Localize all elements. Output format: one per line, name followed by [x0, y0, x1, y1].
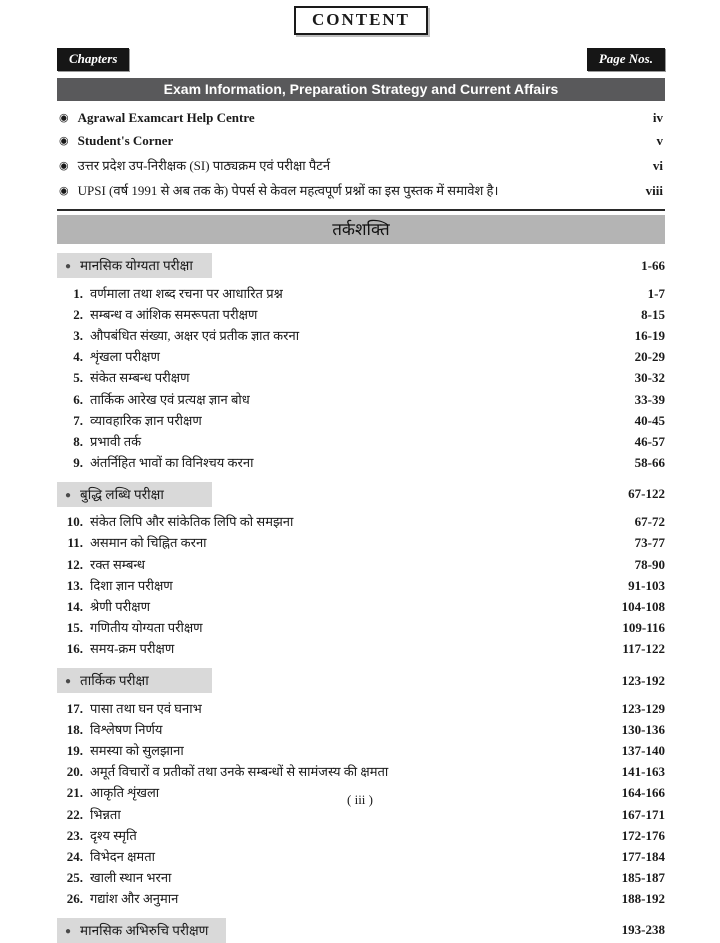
table-header [57, 48, 665, 71]
chapter-title: विश्लेषण निर्णय [90, 721, 163, 737]
chapter-number: 21. [66, 785, 83, 801]
chapter-title: सम्बन्ध व आंशिक समरूपता परीक्षण [90, 306, 258, 322]
chapter-number: 14. [66, 599, 83, 615]
chapter-title: समय-क्रम परीक्षण [90, 641, 175, 657]
section-page-range: 1-66 [641, 257, 665, 273]
section-title: बुद्धि लब्धि परीक्षा [80, 486, 164, 502]
chapter-number: 20. [66, 764, 83, 780]
chapter-number: 8. [73, 433, 83, 449]
table-row [57, 324, 665, 345]
chapter-page-range: 164-166 [621, 785, 665, 801]
target-bullet-icon: ◉ [59, 111, 69, 124]
chapter-title: विभेदन क्षमता [90, 848, 155, 864]
chapter-number: 19. [66, 742, 83, 758]
chapter-number: 3. [73, 327, 83, 343]
section-title-chip [57, 253, 212, 278]
section-title: मानसिक अभिरुचि परीक्षण [80, 922, 209, 938]
chapter-title: दिशा ज्ञान परीक्षण [90, 577, 173, 593]
chapter-number: 11. [67, 535, 83, 551]
chapter-title: खाली स्थान भरना [90, 870, 172, 886]
chapter-title: प्रभावी तर्क [90, 433, 142, 449]
chapter-page-range: 172-176 [621, 827, 665, 843]
chapter-number: 18. [66, 721, 83, 737]
chapter-number: 13. [66, 577, 83, 593]
table-row [57, 553, 665, 574]
table-row [57, 888, 665, 909]
table-row [57, 595, 665, 616]
list-item [57, 106, 665, 129]
chapter-title: असमान को चिह्नित करना [90, 535, 207, 551]
section-title-chip [57, 482, 212, 507]
chapter-page-range: 8-15 [641, 306, 665, 322]
chapter-title: व्यावहारिक ज्ञान परीक्षण [90, 412, 202, 428]
chapter-page-range: 104-108 [621, 599, 665, 615]
chapter-list [57, 282, 665, 473]
table-row [57, 303, 665, 324]
list-item-label: Agrawal Examcart Help Centre [77, 109, 255, 125]
section-header [57, 918, 665, 943]
table-row [57, 346, 665, 367]
table-row [57, 574, 665, 595]
chapter-number: 1. [73, 285, 83, 301]
page-nos-column-header: Page Nos. [587, 48, 665, 71]
chapter-title: गणितीय योग्यता परीक्षण [90, 620, 203, 636]
section-header [57, 482, 665, 507]
table-row [57, 761, 665, 782]
chapter-number: 6. [73, 391, 83, 407]
table-row [57, 867, 665, 888]
table-row [57, 697, 665, 718]
chapter-page-range: 130-136 [621, 721, 665, 737]
chapter-number: 23. [66, 827, 83, 843]
chapter-page-range: 78-90 [634, 556, 665, 572]
intro-list [57, 106, 665, 202]
page-number: vi [652, 157, 663, 173]
section-header [57, 668, 665, 693]
chapter-page-range: 67-72 [634, 514, 665, 530]
table-row [57, 718, 665, 739]
table-row [57, 739, 665, 760]
table-row [57, 367, 665, 388]
section-title-chip [57, 918, 226, 943]
table-row [57, 388, 665, 409]
chapter-page-range: 58-66 [634, 455, 665, 471]
chapter-title: वर्णमाला तथा शब्द रचना पर आधारित प्रश्न [90, 285, 283, 301]
chapter-number: 25. [66, 870, 83, 886]
chapter-title: संकेत सम्बन्ध परीक्षण [90, 370, 190, 386]
chapter-page-range: 40-45 [634, 412, 665, 428]
page-title-wrap [57, 5, 665, 35]
chapter-page-range: 20-29 [634, 349, 665, 365]
circle-bullet-icon: ● [65, 489, 72, 501]
chapter-page-range: 91-103 [628, 577, 665, 593]
table-row [57, 824, 665, 845]
list-item-label: Student's Corner [77, 132, 174, 148]
chapter-number: 4. [73, 349, 83, 365]
target-bullet-icon: ◉ [59, 159, 69, 172]
chapter-page-range: 117-122 [622, 641, 665, 657]
chapter-number: 9. [73, 455, 83, 471]
chapter-page-range: 1-7 [647, 285, 665, 301]
page-number: v [656, 132, 663, 148]
page-title: CONTENT [294, 6, 428, 35]
chapter-page-range: 185-187 [621, 870, 665, 886]
chapter-title: शृंखला परीक्षण [90, 349, 160, 365]
chapter-page-range: 137-140 [621, 742, 665, 758]
chapter-page-range: 123-129 [621, 700, 665, 716]
section-page-range: 123-192 [621, 672, 665, 688]
list-item-label: UPSI (वर्ष 1991 से अब तक के) पेपर्स से केवल महत्वपूर्ण प्रश्नों का इस पुस्तक में समावेश है। [77, 182, 499, 198]
section-title: तार्किक परीक्षा [80, 673, 149, 688]
chapter-title: गद्यांश और अनुमान [90, 891, 179, 907]
chapter-page-range: 141-163 [621, 764, 665, 780]
section-header [57, 253, 665, 278]
chapter-title: आकृति शृंखला [90, 785, 160, 801]
list-item-label: उत्तर प्रदेश उप-निरीक्षक (SI) पाठ्यक्रम एवं परीक्षा पैटर्न [77, 157, 331, 173]
chapter-title: दृश्य स्मृति [90, 827, 137, 843]
chapter-number: 2. [73, 306, 83, 322]
table-row [57, 409, 665, 430]
table-row [57, 511, 665, 532]
exam-info-banner: Exam Information, Preparation Strategy and Current Affairs [57, 78, 665, 101]
list-item [57, 177, 665, 202]
chapter-title: समस्या को सुलझाना [90, 742, 184, 758]
circle-bullet-icon: ● [65, 925, 72, 937]
section-title: मानसिक योग्यता परीक्षा [80, 258, 193, 273]
chapter-number: 22. [66, 806, 83, 822]
target-bullet-icon: ◉ [59, 134, 69, 147]
list-item [57, 129, 665, 152]
table-row [57, 617, 665, 638]
chapter-title: औपबंधित संख्या, अक्षर एवं प्रतीक ज्ञात करना [90, 327, 300, 343]
circle-bullet-icon: ● [65, 676, 72, 687]
chapter-page-range: 177-184 [621, 848, 665, 864]
list-item [57, 152, 665, 177]
chapter-page-range: 16-19 [634, 327, 665, 343]
chapter-title: अंतर्निहित भावों का विनिश्चय करना [90, 455, 254, 471]
table-row [57, 282, 665, 303]
page-number: viii [645, 182, 663, 198]
table-row [57, 532, 665, 553]
chapter-number: 12. [66, 556, 83, 572]
chapter-page-range: 73-77 [634, 535, 665, 551]
chapter-title: श्रेणी परीक्षण [90, 599, 151, 615]
chapter-title: रक्त सम्बन्ध [90, 556, 145, 572]
chapter-number: 24. [66, 848, 83, 864]
chapter-list [57, 511, 665, 659]
part-banner: तर्कशक्ति [57, 215, 665, 244]
chapter-number: 5. [73, 370, 83, 386]
chapter-title: तार्किक आरेख एवं प्रत्यक्ष ज्ञान बोध [90, 391, 250, 407]
chapter-page-range: 109-116 [622, 620, 665, 636]
chapter-number: 15. [66, 620, 83, 636]
chapter-page-range: 188-192 [621, 891, 665, 907]
chapter-number: 26. [66, 891, 83, 907]
chapter-number: 7. [73, 412, 83, 428]
chapter-page-range: 30-32 [634, 370, 665, 386]
chapter-page-range: 33-39 [634, 391, 665, 407]
chapter-page-range: 167-171 [621, 806, 665, 822]
table-row [57, 638, 665, 659]
chapter-page-range: 46-57 [634, 433, 665, 449]
table-row [57, 452, 665, 473]
page-folio: ( iii ) [347, 792, 373, 807]
page-number: iv [652, 109, 663, 125]
chapter-number: 10. [66, 514, 83, 530]
section-page-range: 67-122 [628, 486, 665, 502]
section-page-range: 193-238 [621, 922, 665, 938]
chapter-number: 17. [66, 700, 83, 716]
section-title-chip [57, 668, 212, 693]
chapters-column-header: Chapters [57, 48, 129, 71]
circle-bullet-icon: ● [65, 261, 72, 272]
table-row [57, 430, 665, 451]
chapter-number: 16. [66, 641, 83, 657]
divider [57, 209, 665, 211]
chapter-title: पासा तथा घन एवं घनाभ [90, 700, 202, 716]
chapter-title: अमूर्त विचारों व प्रतीकों तथा उनके सम्बन्धों से सामंजस्य की क्षमता [90, 764, 389, 780]
table-row [57, 845, 665, 866]
target-bullet-icon: ◉ [59, 184, 69, 197]
chapter-title: भिन्नता [90, 806, 121, 822]
chapter-title: संकेत लिपि और सांकेतिक लिपि को समझना [90, 514, 294, 530]
